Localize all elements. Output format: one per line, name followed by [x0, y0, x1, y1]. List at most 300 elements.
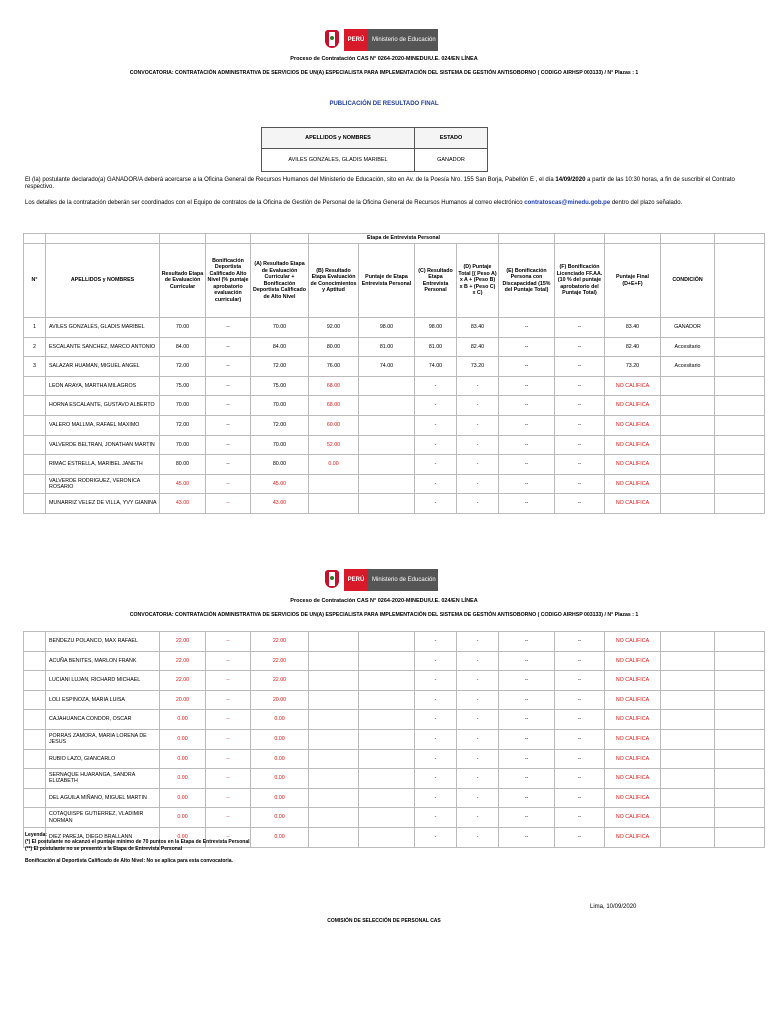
cell-cur: 20.00: [160, 690, 206, 710]
cell-b: [309, 651, 359, 671]
cell-bon: --: [206, 749, 251, 769]
cell-pe: [359, 474, 415, 494]
cell-name: DEL AGUILA MIÑANO, MIGUEL MARTIN: [46, 788, 160, 808]
cell-d: -: [457, 827, 499, 847]
cell-bon: --: [206, 357, 251, 377]
cell-bon: --: [206, 435, 251, 455]
cell-c: -: [415, 671, 457, 691]
cell-cond: [661, 396, 715, 416]
cell-a: 0.00: [251, 808, 309, 828]
cell-c: -: [415, 632, 457, 652]
cell-d: 73.20: [457, 357, 499, 377]
table-row: [24, 455, 765, 475]
cell-a: 75.00: [251, 376, 309, 396]
cell-blank: [715, 788, 765, 808]
cell-b: [309, 729, 359, 749]
cell-pe: [359, 710, 415, 730]
cell-fin: NO CALIFICA: [605, 749, 661, 769]
cell-fin: NO CALIFICA: [605, 710, 661, 730]
results-table-2: [23, 631, 765, 848]
cell-f: --: [555, 318, 605, 338]
cell-cond: [661, 474, 715, 494]
cell-n: [24, 396, 46, 416]
cell-c: -: [415, 749, 457, 769]
col-final: Puntaje Final (D+E+F): [605, 244, 661, 318]
cell-c: 81.00: [415, 337, 457, 357]
cell-cond: [661, 671, 715, 691]
process-title: Proceso de Contratación CAS N° 0264-2020-MINEDU/U.E. 024/EN LÍNEA: [290, 56, 478, 62]
table-row: [24, 769, 765, 789]
cell-b: 76.00: [309, 357, 359, 377]
cell-e: --: [499, 729, 555, 749]
coat-of-arms-icon: [323, 569, 341, 591]
cell-f: --: [555, 808, 605, 828]
legend-title: Leyenda:: [25, 832, 47, 838]
cell-d: -: [457, 808, 499, 828]
cell-b: 92.00: [309, 318, 359, 338]
cell-b: [309, 494, 359, 514]
cell-a: 0.00: [251, 729, 309, 749]
cell-n: [24, 435, 46, 455]
cell-fin: 82.40: [605, 337, 661, 357]
table-row: [24, 337, 765, 357]
table-row: [24, 749, 765, 769]
cell-a: 72.00: [251, 357, 309, 377]
cell-cur: 22.00: [160, 632, 206, 652]
cell-cur: 0.00: [160, 769, 206, 789]
cell-bon: --: [206, 827, 251, 847]
cell-fin: NO CALIFICA: [605, 396, 661, 416]
cell-d: -: [457, 651, 499, 671]
minedu-logo: [323, 28, 438, 52]
cell-c: -: [415, 376, 457, 396]
cell-name: CAJAHUANCA CONDOR, OSCAR: [46, 710, 160, 730]
cell-bon: --: [206, 671, 251, 691]
cell-a: 43.00: [251, 494, 309, 514]
paragraph-contact-text1: Los detalles de la contratación deberán ser coordinados con el Equipo de contratos de la Oficina de Gestión de Personal de la Oficina General de Recursos Humanos al correo electrónico: [25, 200, 525, 206]
col-d: (D) Puntaje Total [( Peso A) x A + (Peso B) x B + (Peso C) x C): [457, 244, 499, 318]
cell-cond: Accesitario: [661, 357, 715, 377]
cell-d: -: [457, 710, 499, 730]
cell-pe: [359, 415, 415, 435]
comision-title: COMISIÓN DE SELECCIÓN DE PERSONAL CAS: [327, 918, 441, 924]
legend-line-2: (**) El postulante no se presentó a la Etapa de Entrevista Personal: [25, 846, 182, 852]
cell-bon: --: [206, 769, 251, 789]
table-row: [24, 651, 765, 671]
cell-name: ESCALANTE SANCHEZ, MARCO ANTONIO: [46, 337, 160, 357]
cell-cur: 80.00: [160, 455, 206, 475]
cell-cond: [661, 494, 715, 514]
cell-d: -: [457, 376, 499, 396]
col-c: (C) Resultado Etapa Entrevista Personal: [415, 244, 457, 318]
cell-pe: [359, 671, 415, 691]
cell-c: 98.00: [415, 318, 457, 338]
cell-b: [309, 827, 359, 847]
cell-n: 3: [24, 357, 46, 377]
paragraph-winner-text1: El (la) postulante declarado(a) GANADOR/A deberá acercarse a la Oficina General de Recursos Humanos del Ministerio de Educación, sito en Av. de la Poesía Nro. 155 San Borja, Pabellón E , el día: [25, 177, 556, 183]
cell-n: [24, 474, 46, 494]
table-row: [24, 729, 765, 749]
cell-e: --: [499, 494, 555, 514]
cell-name: DIEZ PAREJA, DIEGO BRALLANN: [46, 827, 160, 847]
cell-name: MUNARRIZ VELEZ DE VILLA, YVY GIANINA: [46, 494, 160, 514]
cell-e: --: [499, 415, 555, 435]
cell-a: 80.00: [251, 455, 309, 475]
cell-n: [24, 729, 46, 749]
cell-cond: [661, 690, 715, 710]
cell-bon: --: [206, 729, 251, 749]
cell-pe: [359, 435, 415, 455]
cell-pe: [359, 690, 415, 710]
cell-f: --: [555, 749, 605, 769]
cell-name: RIMAC ESTRELLA, MARIBEL JANETH: [46, 455, 160, 475]
convocatoria-title-page2: CONVOCATORIA: CONTRATACIÓN ADMINISTRATIVA DE SERVICIOS DE UN(A) ESPECIALISTA PARA IMPLEMENTACIÓN DEL SISTEMA DE GESTIÓN ANTISOBORNO ( CODIGO AIRHSP 003133) / N° Plazas : 1: [129, 612, 639, 618]
cell-d: -: [457, 788, 499, 808]
cell-fin: NO CALIFICA: [605, 474, 661, 494]
cell-n: [24, 788, 46, 808]
cell-n: [24, 632, 46, 652]
cell-blank: [715, 357, 765, 377]
logo-ministry: Ministerio de Educación: [368, 569, 438, 591]
cell-a: 22.00: [251, 651, 309, 671]
cell-f: --: [555, 357, 605, 377]
cell-bon: --: [206, 651, 251, 671]
cell-bon: --: [206, 376, 251, 396]
cell-b: 52.00: [309, 435, 359, 455]
cell-c: -: [415, 455, 457, 475]
cell-cond: GANADOR: [661, 318, 715, 338]
cell-fin: NO CALIFICA: [605, 455, 661, 475]
cell-a: 0.00: [251, 710, 309, 730]
cell-cond: [661, 376, 715, 396]
cell-b: 0.00: [309, 455, 359, 475]
cell-blank: [715, 769, 765, 789]
cell-cond: [661, 788, 715, 808]
cell-a: 0.00: [251, 788, 309, 808]
cell-c: -: [415, 788, 457, 808]
cell-e: --: [499, 435, 555, 455]
cell-blank: [715, 494, 765, 514]
contract-date: 14/09/2020: [555, 177, 586, 183]
cell-d: -: [457, 494, 499, 514]
cell-cur: 45.00: [160, 474, 206, 494]
cell-c: -: [415, 710, 457, 730]
cell-d: -: [457, 632, 499, 652]
cell-d: 82.40: [457, 337, 499, 357]
cell-f: --: [555, 788, 605, 808]
cell-fin: NO CALIFICA: [605, 808, 661, 828]
table-row: [24, 788, 765, 808]
cell-cur: 70.00: [160, 396, 206, 416]
cell-b: [309, 632, 359, 652]
cell-a: 70.00: [251, 396, 309, 416]
cell-blank: [715, 474, 765, 494]
cell-blank: [715, 376, 765, 396]
cell-e: --: [499, 769, 555, 789]
table-row: [24, 396, 765, 416]
cell-f: --: [555, 769, 605, 789]
cell-bon: --: [206, 690, 251, 710]
cell-d: -: [457, 455, 499, 475]
cell-blank: [715, 671, 765, 691]
table-row: [24, 357, 765, 377]
contact-email-link[interactable]: contratoscas@minedu.gob.pe: [524, 200, 611, 206]
cell-fin: NO CALIFICA: [605, 632, 661, 652]
cell-name: SALAZAR HUAMAN, MIGUEL ANGEL: [46, 357, 160, 377]
cell-bon: --: [206, 808, 251, 828]
cell-c: -: [415, 690, 457, 710]
col-puntaje-entrevista: Puntaje de Etapa Entrevista Personal: [359, 244, 415, 318]
col-a: (A) Resultado Etapa de Evaluación Curricular + Bonificación Deportista Calificado de Alto Nivel: [251, 244, 309, 318]
cell-n: [24, 376, 46, 396]
cell-name: RUBIO LAZO, GIANCARLO: [46, 749, 160, 769]
cell-f: --: [555, 710, 605, 730]
cell-fin: NO CALIFICA: [605, 435, 661, 455]
cell-bon: --: [206, 788, 251, 808]
cell-b: [309, 690, 359, 710]
cell-f: --: [555, 494, 605, 514]
cell-n: [24, 769, 46, 789]
cell-cond: [661, 749, 715, 769]
cell-e: --: [499, 690, 555, 710]
cell-cur: 0.00: [160, 729, 206, 749]
cell-b: [309, 769, 359, 789]
table-row: [24, 474, 765, 494]
cell-pe: 81.00: [359, 337, 415, 357]
cell-a: 20.00: [251, 690, 309, 710]
cell-cond: Accesitario: [661, 337, 715, 357]
cell-a: 22.00: [251, 671, 309, 691]
col-curricular: Resultado Etapa de Evaluación Curricular: [160, 244, 206, 318]
cell-d: -: [457, 690, 499, 710]
table-row: [24, 376, 765, 396]
cell-cur: 0.00: [160, 827, 206, 847]
cell-bon: --: [206, 474, 251, 494]
cell-blank: [715, 632, 765, 652]
cell-blank: [715, 415, 765, 435]
cell-d: -: [457, 729, 499, 749]
cell-f: --: [555, 455, 605, 475]
cell-name: ACUÑA BENITES, MARLON FRANK: [46, 651, 160, 671]
cell-fin: NO CALIFICA: [605, 376, 661, 396]
cell-bon: --: [206, 632, 251, 652]
paragraph-winner-text2: a partir de las 10:30 horas, a fin de suscribir el Contrato respectivo.: [25, 177, 735, 190]
cell-b: 68.00: [309, 376, 359, 396]
cell-n: [24, 415, 46, 435]
process-title-page2: Proceso de Contratación CAS N° 0264-2020-MINEDU/U.E. 024/EN LÍNEA: [290, 598, 478, 604]
cell-name: LEON ARAYA, MARTHA MILAGROS: [46, 376, 160, 396]
cell-name: LOLI ESPINOZA, MARIA LUISA: [46, 690, 160, 710]
cell-n: 2: [24, 337, 46, 357]
cell-blank: [715, 827, 765, 847]
cell-cur: 22.00: [160, 651, 206, 671]
convocatoria-title: CONVOCATORIA: CONTRATACIÓN ADMINISTRATIVA DE SERVICIOS DE UN(A) ESPECIALISTA PARA IMPLEMENTACIÓN DEL SISTEMA DE GESTIÓN ANTISOBORNO ( CODIGO AIRHSP 003133) / N° Plazas : 1: [129, 70, 639, 76]
cell-c: -: [415, 494, 457, 514]
cell-f: --: [555, 337, 605, 357]
table-row: [24, 632, 765, 652]
col-f: (F) Bonificación Licenciado FF.AA. (10 % del puntaje aprobatorio del Puntaje Total): [555, 244, 605, 318]
cell-fin: 83.40: [605, 318, 661, 338]
cell-c: -: [415, 435, 457, 455]
cell-pe: [359, 827, 415, 847]
cell-bon: --: [206, 337, 251, 357]
cell-name: PORRAS ZAMORA, MARIA LORENA DE JESUS: [46, 729, 160, 749]
cell-blank: [715, 455, 765, 475]
cell-n: [24, 455, 46, 475]
table-row: [24, 318, 765, 338]
winner-name: AVILES GONZALES, GLADIS MARIBEL: [262, 149, 415, 172]
cell-d: -: [457, 671, 499, 691]
cell-pe: [359, 651, 415, 671]
cell-bon: --: [206, 710, 251, 730]
cell-f: --: [555, 396, 605, 416]
cell-cur: 0.00: [160, 808, 206, 828]
cell-fin: NO CALIFICA: [605, 651, 661, 671]
cell-name: SERNAQUE HUARANGA, SANDRA ELIZABETH: [46, 769, 160, 789]
col-b: (B) Resultado Etapa Evaluación de Conocimientos y Aptitud: [309, 244, 359, 318]
col-name: APELLIDOS y NOMBRES: [46, 244, 160, 318]
cell-e: --: [499, 808, 555, 828]
cell-f: --: [555, 376, 605, 396]
cell-bon: --: [206, 494, 251, 514]
cell-c: 74.00: [415, 357, 457, 377]
cell-cur: 70.00: [160, 318, 206, 338]
cell-pe: [359, 808, 415, 828]
cell-blank: [715, 651, 765, 671]
legend-line-3: Bonificación al Deportista Calificado de Alto Nivel: No se aplica para esta convocatoria.: [25, 858, 233, 864]
cell-b: 80.00: [309, 337, 359, 357]
publication-title: PUBLICACIÓN DE RESULTADO FINAL: [329, 101, 439, 107]
cell-f: --: [555, 690, 605, 710]
cell-b: [309, 671, 359, 691]
cell-f: --: [555, 474, 605, 494]
cell-fin: 73.20: [605, 357, 661, 377]
cell-name: VALERO MALLMA, RAFAEL MAXIMO: [46, 415, 160, 435]
cell-blank: [715, 749, 765, 769]
cell-pe: [359, 729, 415, 749]
cell-n: [24, 651, 46, 671]
cell-d: -: [457, 435, 499, 455]
cell-fin: NO CALIFICA: [605, 494, 661, 514]
cell-cur: 72.00: [160, 415, 206, 435]
cell-blank: [715, 396, 765, 416]
paragraph-contact: [25, 200, 750, 207]
cell-f: --: [555, 415, 605, 435]
cell-d: 83.40: [457, 318, 499, 338]
cell-c: -: [415, 827, 457, 847]
table-row: [24, 435, 765, 455]
cell-blank: [715, 729, 765, 749]
cell-e: --: [499, 357, 555, 377]
cell-e: --: [499, 455, 555, 475]
cell-b: [309, 808, 359, 828]
cell-blank: [715, 435, 765, 455]
cell-f: --: [555, 632, 605, 652]
cell-cond: [661, 827, 715, 847]
cell-cond: [661, 651, 715, 671]
cell-cur: 70.00: [160, 435, 206, 455]
cell-b: [309, 788, 359, 808]
cell-c: -: [415, 729, 457, 749]
cell-cur: 84.00: [160, 337, 206, 357]
cell-d: -: [457, 749, 499, 769]
cell-blank: [715, 690, 765, 710]
cell-b: [309, 749, 359, 769]
cell-n: [24, 690, 46, 710]
cell-b: 60.00: [309, 415, 359, 435]
cell-pe: [359, 749, 415, 769]
cell-e: --: [499, 337, 555, 357]
cell-name: COTAQUISPE GUTIERREZ, VLADIMIR NORMAN: [46, 808, 160, 828]
cell-a: 0.00: [251, 749, 309, 769]
cell-name: LUCIANI LUJAN, RICHARD MICHAEL: [46, 671, 160, 691]
cell-a: 72.00: [251, 415, 309, 435]
paragraph-contact-text2: dentro del plazo señalado.: [610, 200, 683, 206]
cell-e: --: [499, 788, 555, 808]
cell-name: VALVERDE BELTRAN, JONATHAN MARTIN: [46, 435, 160, 455]
table-row: [24, 710, 765, 730]
cell-cond: [661, 729, 715, 749]
cell-blank: [715, 808, 765, 828]
cell-n: [24, 749, 46, 769]
cell-b: [309, 474, 359, 494]
col-bonif-deportista: Bonificación Deportista Calificado Alto Nivel (% puntaje aprobatorio evaluación curricular): [206, 244, 251, 318]
cell-pe: [359, 769, 415, 789]
cell-cur: 0.00: [160, 710, 206, 730]
cell-name: BENDEZU POLANCO, MAX RAFAEL: [46, 632, 160, 652]
winner-header-state: ESTADO: [415, 128, 488, 149]
table-row: [24, 690, 765, 710]
winner-state: GANADOR: [415, 149, 488, 172]
cell-cond: [661, 435, 715, 455]
cell-f: --: [555, 671, 605, 691]
cell-pe: [359, 632, 415, 652]
logo-ministry: Ministerio de Educación: [368, 29, 438, 51]
cell-e: --: [499, 749, 555, 769]
table-row: [24, 671, 765, 691]
cell-c: -: [415, 769, 457, 789]
winner-table: [261, 127, 488, 172]
cell-cur: 0.00: [160, 788, 206, 808]
cell-n: 1: [24, 318, 46, 338]
cell-bon: --: [206, 415, 251, 435]
cell-d: -: [457, 769, 499, 789]
cell-e: --: [499, 710, 555, 730]
cell-bon: --: [206, 318, 251, 338]
cell-name: AVILES GONZALES, GLADIS MARIBEL: [46, 318, 160, 338]
col-e: (E) Bonificación Persona con Discapacidad (15% del Puntaje Total): [499, 244, 555, 318]
cell-c: -: [415, 808, 457, 828]
results-table-1: [23, 233, 765, 514]
table-row: [24, 415, 765, 435]
winner-header-name: APELLIDOS y NOMBRES: [262, 128, 415, 149]
cell-blank: [715, 337, 765, 357]
cell-pe: [359, 376, 415, 396]
cell-e: --: [499, 474, 555, 494]
cell-a: 22.00: [251, 632, 309, 652]
legend: [25, 832, 250, 865]
cell-name: HORNA ESCALANTE, GUSTAVO ALBERTO: [46, 396, 160, 416]
cell-f: --: [555, 729, 605, 749]
cell-c: -: [415, 474, 457, 494]
cell-c: -: [415, 396, 457, 416]
cell-n: [24, 671, 46, 691]
cell-d: -: [457, 415, 499, 435]
cell-e: --: [499, 318, 555, 338]
cell-a: 70.00: [251, 435, 309, 455]
cell-d: -: [457, 396, 499, 416]
cell-n: [24, 808, 46, 828]
